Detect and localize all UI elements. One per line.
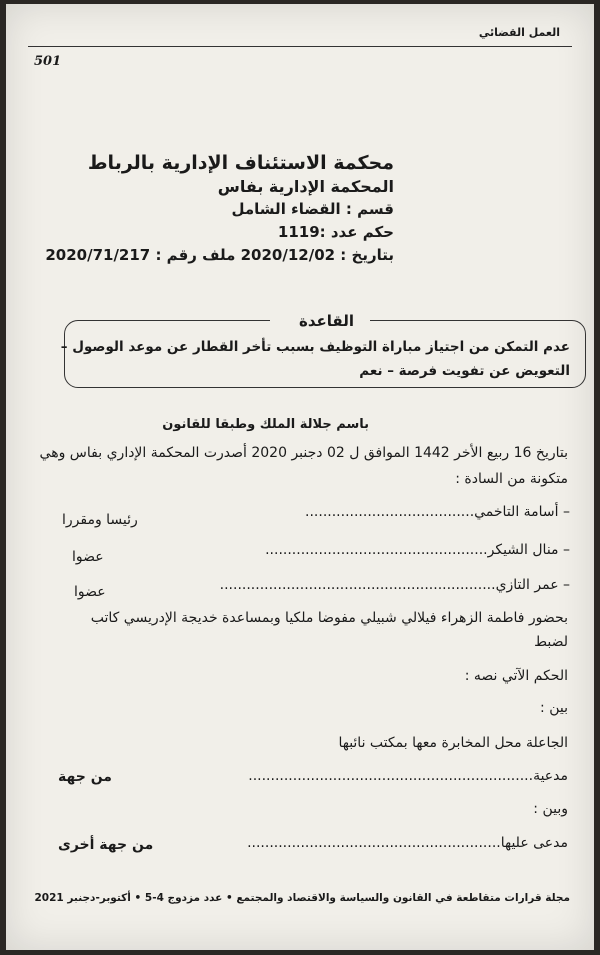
plaintiff-side: من جهة: [58, 769, 112, 785]
plaintiff-row: [248, 768, 568, 784]
member-dots: ..............................................................: [219, 577, 496, 593]
and-between-label: وبين :: [533, 801, 568, 817]
court-line-2: المحكمة الإدارية بفاس: [217, 177, 394, 196]
defendant-side: من جهة أخرى: [58, 837, 154, 853]
member-row-2: [265, 542, 570, 558]
court-heading: [45, 152, 394, 267]
intro-line-1: بتاريخ 16 ربيع الأخر 1442 الموافق ل 02 دجنبر 2020 أصدرت المحكمة الإداري بفاس وهي: [39, 445, 568, 461]
rule-text-line-2: التعويض عن تفويت فرصة – نعم: [359, 363, 570, 379]
member-role-2: عضوا: [72, 549, 104, 565]
member-name: – أسامة التاخمي: [474, 504, 570, 520]
party-1: الجاعلة محل المخابرة معها بمكتب نائبها: [338, 735, 568, 751]
clerk-line-2: لضبط: [534, 634, 568, 650]
document-page: [6, 4, 594, 950]
plaintiff-dots: ................................................................: [248, 768, 534, 784]
page-footer: مجلة قرارات متقاطعة في القانون والسياسة والاقتصاد والمجتمع • عدد مزدوج 4-5 • أكتوبر-دجنبر 2021: [34, 892, 570, 904]
member-row-3: [220, 577, 570, 593]
court-line-1: محكمة الاستئناف الإدارية بالرباط: [87, 152, 394, 174]
member-dots: ......................................: [305, 504, 475, 520]
defendant-dots: .........................................................: [247, 835, 501, 851]
defendant-row: [247, 835, 568, 851]
judgment-intro: الحكم الآتي نصه :: [464, 668, 568, 684]
judgment-number: حكم عدد :1119: [277, 223, 394, 241]
defendant-label: مدعى عليها: [500, 835, 568, 851]
member-dots: ..................................................: [265, 542, 488, 558]
member-name: – منال الشيكر: [487, 542, 570, 558]
member-role-3: عضوا: [74, 584, 106, 600]
judgment-date-file: بتاريخ : 2020/12/02 ملف رقم : 2020/71/217: [45, 246, 394, 264]
running-header: العمل القضائي: [478, 26, 560, 39]
clerk-line-1: بحضور فاطمة الزهراء فيلالي شبيلي مفوضا ملكيا وبمساعدة خديجة الإدريسي كاتب: [90, 610, 568, 626]
court-line-3: قسم : القضاء الشامل: [231, 200, 394, 218]
rule-label: القاعدة: [299, 312, 354, 330]
between-label: بين :: [540, 700, 568, 716]
member-name: – عمر التازي: [495, 577, 570, 593]
plaintiff-label: مدعية: [533, 768, 568, 784]
sovereign-heading: باسم جلالة الملك وطبقا للقانون: [162, 417, 369, 432]
member-row-1: [305, 504, 570, 520]
rule-text-line-1: عدم التمكن من اجتياز مباراة التوظيف بسبب تأخر القطار عن موعد الوصول –: [60, 339, 570, 355]
header-divider: [28, 46, 572, 47]
intro-line-2: متكونة من السادة :: [455, 471, 568, 487]
page-number: 501: [34, 54, 62, 69]
member-role-1: رئيسا ومقررا: [62, 512, 138, 528]
